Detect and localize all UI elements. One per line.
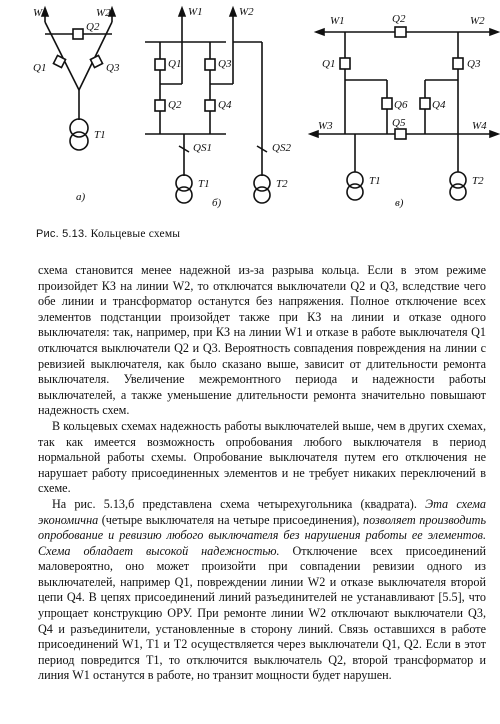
label-t1-a: T1: [94, 129, 106, 141]
label-w2-a: W2: [96, 7, 111, 19]
label-q3-b: Q3: [218, 58, 232, 70]
paragraph-3-body: Отключение всех присоединений маловероятно, оно может произойти при совпадении ревизии одного из выключателей, например Q1, повреждении линии W2 и отказе выключателя второй цепи Q4. В цепях присоединений линий разъединителей не устанавливают [5.5], что упрощает конструкцию ОРУ. При ремонте линии W2 отключают выключатели Q3, Q4 и разъединители, установленные в сторону линий. Связь оставшихся в работе присоединений W1, T1 и T2 осуществляется через выключатели Q1, Q2. Если в этот период повредится T1, то отключится выключатель Q2, второй трансформатор и линия W1 останутся в работе, но транзит мощности будет нарушен.: [38, 543, 486, 683]
paragraph-3-intro: На рис. 5.13,б представлена схема четырехугольника (квадрата).: [52, 496, 426, 511]
label-qs1-b: QS1: [193, 142, 212, 154]
breaker-q5-c: [395, 129, 406, 139]
breaker-q1-b: [155, 59, 165, 70]
breaker-q3: [90, 55, 102, 67]
label-t1-b: T1: [198, 178, 210, 190]
breaker-q2-b: [155, 100, 165, 111]
label-q2-c: Q2: [392, 13, 406, 25]
label-w2-b: W2: [239, 6, 254, 18]
label-q3-a: Q3: [106, 62, 120, 74]
label-qs2-b: QS2: [272, 142, 291, 154]
subfigure-a: а): [76, 191, 86, 203]
breaker-q1-c: [340, 58, 350, 69]
paragraph-3-emphasis-2: позволяет производить опробование и ревизию любого выключателя без нарушения работы ее элементов. Схема обладает высокой надежностью.: [38, 512, 486, 558]
label-w4-c: W4: [472, 120, 487, 132]
caption-number: Рис. 5.13.: [36, 228, 88, 240]
caption-title: Кольцевые схемы: [90, 228, 181, 240]
label-w2-c: W2: [470, 15, 485, 27]
label-q1-b: Q1: [168, 58, 182, 70]
ring-schemes-figure: [0, 0, 500, 222]
label-q1-c: Q1: [322, 58, 336, 70]
breaker-q4-c: [420, 98, 430, 109]
label-w3-c: W3: [318, 120, 333, 132]
paragraph-1: схема становится менее надежной из-за разрыва кольца. Если в этом режиме произойдет КЗ на линии W2, то отключатся выключатели Q2 и Q3, вследствие чего обе линии и трансформатор останутся без напряжения. Полное отключение всех элементов подстанции произойдет также при КЗ на линии и отказе одного выключателя: так, например, при КЗ на линии W1 и отказе в работе выключателя Q1 отключатся выключатели Q2 и Q3. Вероятность совпадения повреждения на линии с ревизией выключателя, как было сказано выше, зависит от длительности ремонта выключателя. Увеличение межремонтного периода и надежности работы выключателей, а также уменьшение длительности ремонта значительно повышают надежность схем.: [38, 263, 486, 418]
breaker-q2-c: [395, 27, 406, 37]
breaker-q2: [73, 29, 83, 39]
paragraph-3-aside: (четыре выключателя на четыре присоединения),: [98, 512, 363, 527]
subfigure-b: б): [212, 197, 222, 209]
label-q6-c: Q6: [394, 99, 408, 111]
paragraph-3-emphasis: Эта схема экономична: [38, 496, 486, 527]
label-q2-b: Q2: [168, 99, 182, 111]
scheme-b: [145, 14, 270, 203]
breaker-q1: [53, 55, 65, 67]
label-q5-c: Q5: [392, 117, 406, 129]
figure-caption: [36, 228, 180, 240]
subfigure-c: в): [395, 197, 404, 209]
label-t2-b: T2: [276, 178, 288, 190]
label-q2-a: Q2: [86, 21, 100, 33]
label-t2-c: T2: [472, 175, 484, 187]
label-w1-b: W1: [188, 6, 203, 18]
scheme-c: [316, 27, 492, 200]
label-w1-c: W1: [330, 15, 345, 27]
label-q4-b: Q4: [218, 99, 232, 111]
label-t1-c: T1: [369, 175, 381, 187]
label-q4-c: Q4: [432, 99, 446, 111]
breaker-q4-b: [205, 100, 215, 111]
breaker-q6-c: [382, 98, 392, 109]
label-q1-a: Q1: [33, 62, 47, 74]
paragraph-3: [38, 497, 486, 684]
paragraph-2: В кольцевых схемах надежность работы выключателей выше, чем в других схемах, так как имеется возможность опробования любого выключателя в период нормальной работы схемы. Опробование выключателя путем его отключения не нарушает работу присоединенных элементов и не требует никаких переключений в схеме.: [38, 418, 486, 496]
breaker-q3-c: [453, 58, 463, 69]
label-w1-a: W1: [33, 7, 48, 19]
article-body: [38, 263, 486, 684]
label-q3-c: Q3: [467, 58, 481, 70]
breaker-q3-b: [205, 59, 215, 70]
